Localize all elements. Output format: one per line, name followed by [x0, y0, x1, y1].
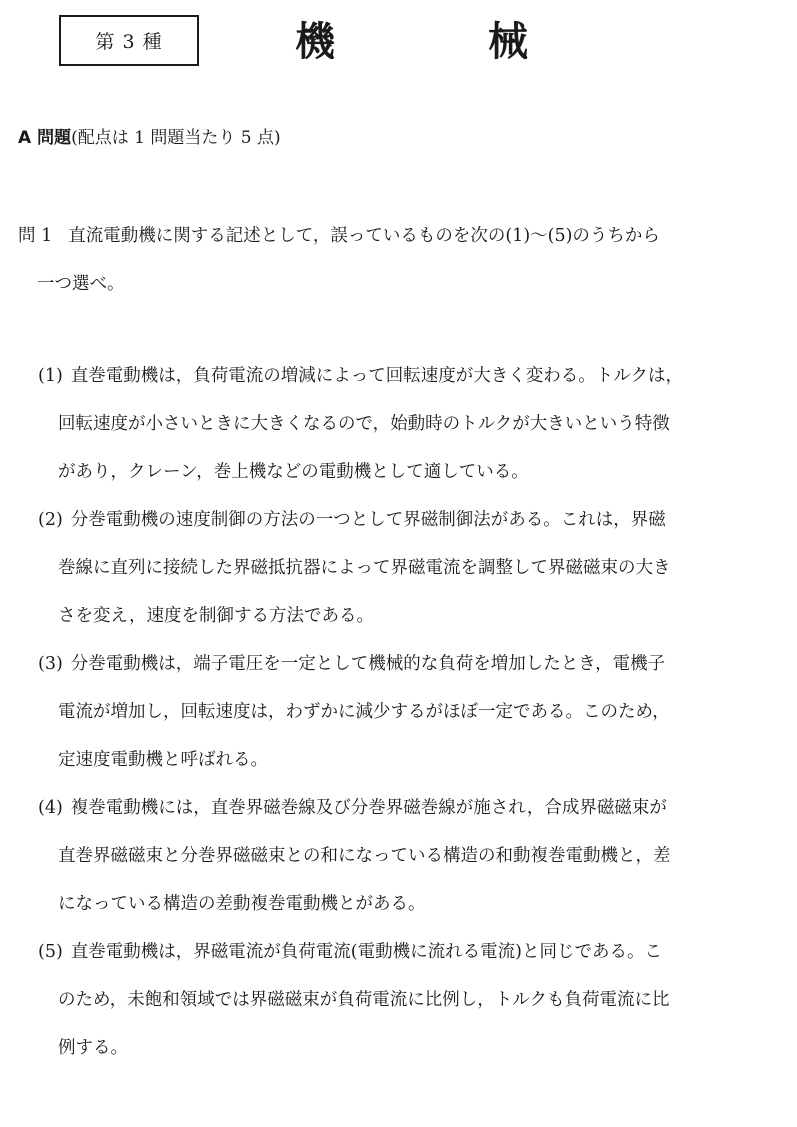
answer-choices — [38, 360, 778, 1080]
choice-5 — [38, 936, 778, 1080]
exam-category-label: 第 3 種 — [95, 31, 163, 53]
choice-number: (5) — [38, 942, 63, 962]
choice-line — [38, 408, 778, 456]
choice-number: (4) — [38, 798, 63, 818]
choice-line — [38, 792, 778, 840]
choice-4 — [38, 792, 778, 936]
choice-text: 例する。 — [58, 1038, 128, 1058]
choice-text: さを変え，速度を制御する方法である。 — [58, 606, 375, 626]
choice-text: があり，クレーン，巻上機などの電動機として適している。 — [58, 462, 529, 482]
subject-title — [0, 14, 797, 70]
subject-title-char: 機 — [295, 19, 335, 65]
choice-text: 定速度電動機と呼ばれる。 — [58, 750, 268, 770]
subject-title-char: 械 — [488, 19, 528, 65]
choice-line — [38, 936, 778, 984]
choice-line — [38, 1032, 778, 1080]
choice-text: 直巻界磁磁束と分巻界磁磁束との和になっている構造の和動複巻電動機と，差 — [58, 846, 671, 866]
choice-text: 電流が増加し，回転速度は，わずかに減少するがほぼ一定である。このため， — [58, 702, 670, 722]
choice-line — [38, 840, 778, 888]
choice-line — [38, 504, 778, 552]
choice-text: になっている構造の差動複巻電動機とがある。 — [58, 894, 426, 914]
choice-line — [38, 984, 778, 1032]
choice-text: 巻線に直列に接続した界磁抵抗器によって界磁電流を調整して界磁磁束の大き — [58, 558, 671, 578]
question-text: 一つ選べ。 — [37, 274, 125, 294]
choice-line — [38, 696, 778, 744]
choice-number: (2) — [38, 510, 63, 530]
choice-line — [38, 744, 778, 792]
choice-number: (1) — [38, 366, 63, 386]
choice-2 — [38, 504, 778, 648]
question-text: 直流電動機に関する記述として，誤っているものを次の(1)～(5)のうちから — [68, 226, 660, 246]
section-score-note: (配点は 1 問題当たり 5 点) — [71, 128, 281, 148]
choice-line — [38, 360, 778, 408]
choice-line — [38, 888, 778, 936]
question-stem — [18, 220, 780, 316]
choice-line — [38, 456, 778, 504]
choice-text: 複巻電動機には，直巻界磁巻線及び分巻界磁巻線が施され，合成界磁磁束が — [70, 798, 667, 818]
choice-text: 分巻電動機は，端子電圧を一定として機械的な負荷を増加したとき，電機子 — [70, 654, 666, 674]
choice-line — [38, 552, 778, 600]
choice-line — [38, 648, 778, 696]
question-line — [18, 268, 780, 316]
choice-text: 直巻電動機は，負荷電流の増減によって回転速度が大きく変わる。トルクは， — [70, 366, 683, 386]
section-label: A 問題 — [18, 128, 72, 148]
question-line — [18, 220, 780, 268]
choice-text: 分巻電動機の速度制御の方法の一つとして界磁制御法がある。これは，界磁 — [70, 510, 666, 530]
choice-3 — [38, 648, 778, 792]
section-heading — [18, 125, 281, 151]
question-number: 問 1 — [18, 226, 53, 246]
choice-text: 回転速度が小さいときに大きくなるので，始動時のトルクが大きいという特徴 — [58, 414, 670, 434]
choice-number: (3) — [38, 654, 63, 674]
choice-text: のため，未飽和領域では界磁磁束が負荷電流に比例し，トルクも負荷電流に比 — [58, 990, 670, 1010]
choice-line — [38, 600, 778, 648]
choice-text: 直巻電動機は，界磁電流が負荷電流(電動機に流れる電流)と同じである。こ — [70, 942, 662, 962]
choice-1 — [38, 360, 778, 504]
